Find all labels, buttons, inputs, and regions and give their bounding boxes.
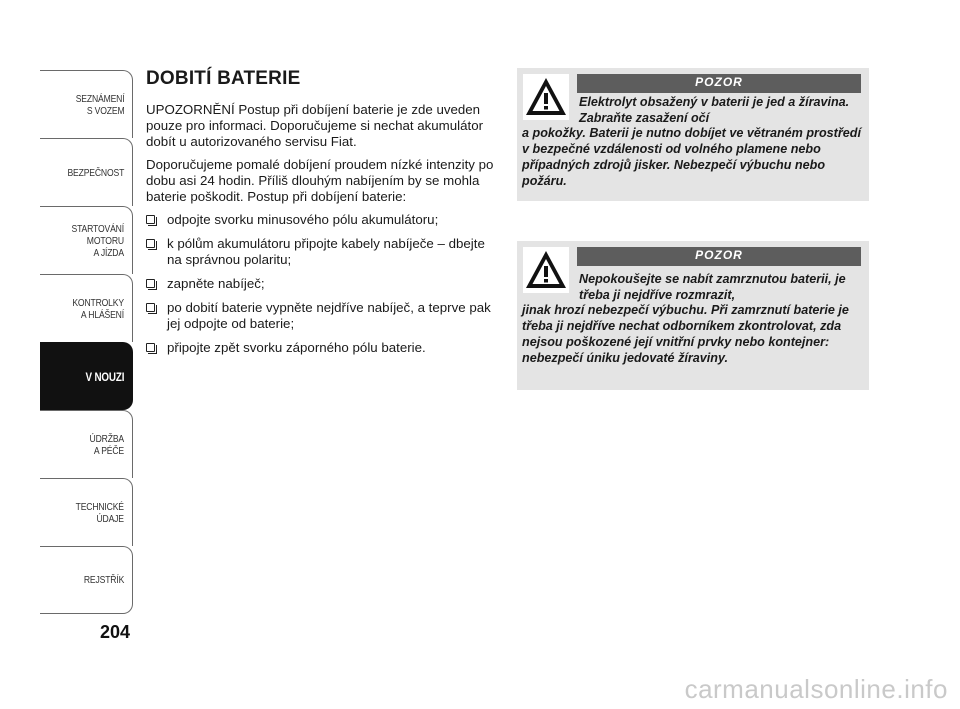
checkbox-bullet-icon — [146, 303, 155, 312]
list-item — [146, 300, 498, 332]
tab-label: ÚDRŽBA A PÉČE — [89, 432, 124, 457]
chapter-tabs — [40, 70, 133, 614]
tab-bezpecnost[interactable] — [40, 138, 133, 206]
steps-list — [146, 212, 498, 356]
checkbox-bullet-icon — [146, 343, 155, 352]
warning-body: jinak hrozí nebezpečí výbuchu. Při zamrznutí baterie je třeba ji nejdříve nechat odborníkem zkontrolovat, zda nejsou poškozené její vnitřní prvky nebo kontejner: nebezpečí úniku jedovaté žíraviny. — [522, 303, 849, 365]
warning-lead: Elektrolyt obsažený v baterii je jed a žíravina. Zabraňte zasažení očí — [579, 95, 850, 125]
warning-body: a pokožky. Baterii je nutno dobíjet ve větraném prostředí v bezpečné vzdálenosti od volného plamene nebo případných zdrojů jisker. Nebezpečí výbuchu nebo požáru. — [522, 126, 861, 188]
note-paragraph — [146, 102, 498, 150]
tab-label: STARTOVÁNÍ MOTORU A JÍZDA — [71, 222, 124, 259]
page-number: 204 — [100, 622, 131, 642]
list-item — [146, 236, 498, 268]
step-text: po dobití baterie vypněte nejdříve nabíječ, a teprve pak jej odpojte od baterie; — [167, 300, 491, 331]
page-title: DOBITÍ BATERIE — [146, 68, 301, 89]
checkbox-bullet-icon — [146, 239, 155, 248]
warning-header: POZOR — [577, 74, 861, 93]
main-content — [146, 68, 498, 364]
warning-triangle-icon — [523, 247, 569, 293]
list-item — [146, 212, 498, 228]
warning-header: POZOR — [577, 247, 861, 266]
tab-label: KONTROLKY A HLÁŠENÍ — [72, 296, 124, 321]
tab-label: SEZNÁMENÍ S VOZEM — [75, 92, 124, 117]
tab-seznameni[interactable] — [40, 70, 133, 138]
step-text: zapněte nabíječ; — [167, 276, 265, 291]
tab-v-nouzi[interactable] — [40, 342, 133, 410]
tab-technicke[interactable] — [40, 478, 133, 546]
checkbox-bullet-icon — [146, 215, 155, 224]
tab-label: BEZPEČNOST — [67, 166, 124, 179]
warning-box-electrolyte — [517, 68, 869, 201]
list-item — [146, 276, 498, 292]
list-item — [146, 340, 498, 356]
tab-kontrolky[interactable] — [40, 274, 133, 342]
tab-label: TECHNICKÉ ÚDAJE — [75, 500, 124, 525]
watermark: carmanualsonline.info — [684, 674, 948, 704]
checkbox-bullet-icon — [146, 279, 155, 288]
warning-box-frozen — [517, 241, 869, 390]
note-text: Postup při dobíjení baterie je zde uveden pouze pro informaci. Doporučujeme si nechat akumulátor dobít u autorizovaného servisu Fiat. — [146, 102, 484, 149]
step-text: připojte zpět svorku záporného pólu baterie. — [167, 340, 426, 355]
note-label: UPOZORNĚNÍ — [146, 102, 235, 117]
step-text: odpojte svorku minusového pólu akumulátoru; — [167, 212, 439, 227]
step-text: k pólům akumulátoru připojte kabely nabíječe – dbejte na správnou polaritu; — [167, 236, 485, 267]
tab-rejstrik[interactable] — [40, 546, 133, 614]
warning-triangle-icon — [523, 74, 569, 120]
tab-label: REJSTŘÍK — [83, 574, 124, 586]
warning-lead: Nepokoušejte se nabít zamrznutou baterii, je třeba ji nejdříve rozmrazit, — [579, 272, 846, 302]
tab-startovani[interactable] — [40, 206, 133, 274]
tab-label: V NOUZI — [85, 369, 124, 384]
intro-paragraph: Doporučujeme pomalé dobíjení proudem nízké intenzity po dobu asi 24 hodin. Příliš dlouhým nabíjením by se mohla baterie poškodit. Postup při dobíjení baterie: — [146, 157, 494, 204]
tab-udrzba[interactable] — [40, 410, 133, 478]
